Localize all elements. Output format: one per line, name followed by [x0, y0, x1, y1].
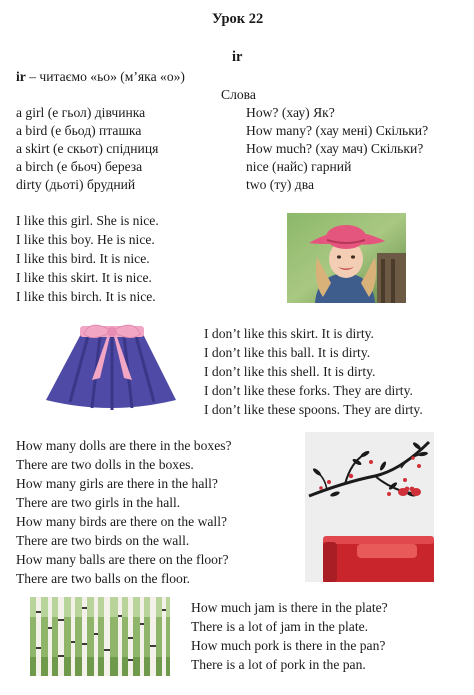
- block1-line-5: I like this birch. It is nice.: [16, 289, 156, 304]
- block2-line-3: I don’t like this shell. It is dirty.: [204, 364, 376, 379]
- branch-sofa-picture: [305, 432, 434, 582]
- block3-line-6: There are two birds on the wall.: [16, 533, 190, 548]
- block3-line-4: There are two girls in the hall.: [16, 495, 181, 510]
- block4-line-3: How much pork is there in the pan?: [191, 638, 386, 653]
- block2-line-5: I don’t like these spoons. They are dirty.: [204, 402, 423, 417]
- vocab-left-5: dirty (дьоті) брудний: [16, 177, 136, 192]
- rule-line: [16, 70, 185, 84]
- block3-line-2: There are two dolls in the boxes.: [16, 457, 194, 472]
- words-header: Слова: [221, 87, 256, 102]
- block3-line-8: There are two balls on the floor.: [16, 571, 191, 586]
- block1-line-1: I like this girl. She is nice.: [16, 213, 159, 228]
- vocab-right-5: two (ту) два: [246, 177, 314, 192]
- topic-title: ir: [232, 49, 243, 65]
- rule-letters: ir: [16, 69, 26, 84]
- vocab-right-2: How many? (хау мені) Скільки?: [246, 123, 429, 138]
- block3-line-3: How many girls are there in the hall?: [16, 476, 218, 491]
- girl-photo: [287, 213, 406, 303]
- block1-line-2: I like this boy. He is nice.: [16, 232, 155, 247]
- block3-line-5: How many birds are there on the wall?: [16, 514, 228, 529]
- block4-line-4: There is a lot of pork in the pan.: [191, 657, 366, 672]
- vocab-left-2: a bird (е бьод) пташка: [16, 123, 142, 138]
- vocab-left-3: a skirt (е cкьот) спідниця: [16, 141, 159, 156]
- block3-line-7: How many balls are there on the floor?: [16, 552, 229, 567]
- block2-line-1: I don’t like this skirt. It is dirty.: [204, 326, 374, 341]
- vocab-left-4: a birch (е бьоч) береза: [16, 159, 143, 174]
- block4-line-2: There is a lot of jam in the plate.: [191, 619, 369, 634]
- block2-line-4: I don’t like these forks. They are dirty.: [204, 383, 413, 398]
- block1-line-4: I like this skirt. It is nice.: [16, 270, 152, 285]
- block3-line-1: How many dolls are there in the boxes?: [16, 438, 232, 453]
- lesson-title: Урок 22: [212, 11, 264, 27]
- birch-forest-photo: [30, 597, 170, 676]
- rule-text: – читаємо «ьо» (м’яка «о»): [25, 69, 185, 84]
- block4-line-1: How much jam is there in the plate?: [191, 600, 388, 615]
- block2-line-2: I don’t like this ball. It is dirty.: [204, 345, 371, 360]
- skirt-picture: [40, 320, 183, 413]
- block1-line-3: I like this bird. It is nice.: [16, 251, 150, 266]
- vocab-right-3: How much? (хау мач) Скільки?: [246, 141, 424, 156]
- vocab-left-1: a girl (е гьол) дівчинка: [16, 105, 146, 120]
- vocab-right-1: How? (хау) Як?: [246, 105, 335, 120]
- vocab-right-4: nice (найс) гарний: [246, 159, 352, 174]
